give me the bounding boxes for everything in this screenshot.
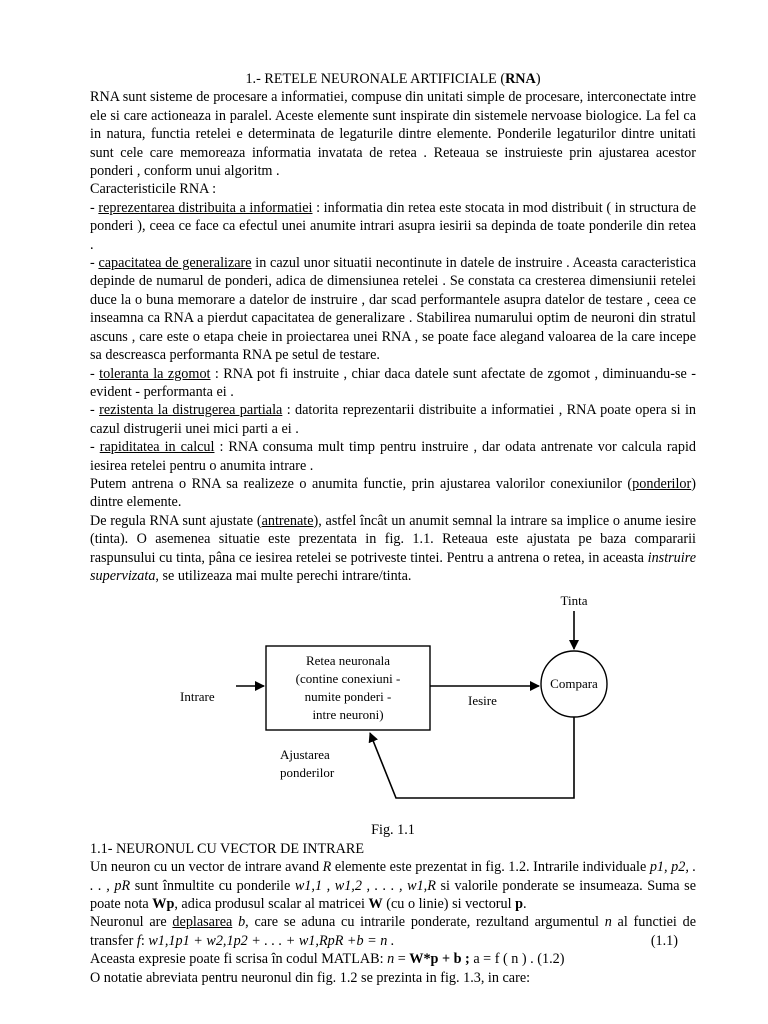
figure-caption: Fig. 1.1	[371, 822, 415, 839]
neuron-paragraph-2: Neuronul are deplasarea b, care se aduna cu intrarile ponderate, rezultand argumentul n al functiei de transfer f: w1,1p1 + w2,1p2 + . . . + w1,RpR +b = n . (1.1)	[90, 914, 697, 949]
training-paragraph-1: Putem antrena o RNA sa realizeze o anumita functie, prin ajustarea valorilor conexiunilor (ponderilor) dintre elemente.	[90, 475, 696, 511]
intro-paragraph: RNA sunt sisteme de procesare a informatiei, compuse din unitati simple de procesare, interconectate intre ele si care actioneaza in paralel. Aceste elemente sunt inspirate din sistemele nervoase biologice. La fel ca in natura, functia retelei e determinata de legaturile dintre elemente. Ponderile legaturilor dintre unitati sunt cele care memoreaza informatia invatata de retea . Reteaua se instruieste prin ajustarea acestor ponderi , conform unui algoritm .	[90, 89, 696, 180]
characteristic-item: - capacitatea de generalizare in cazul unor situatii necontinute in datele de instruire . Aceasta caracteristica depinde de numarul de ponderi, adica de dimensiunea retelei . Se constata ca cresterea dimensiunii retelei duce la o buna memorare a datelor de instruire , dar scad performantele asupra datelor de testare , ceea ce inseamna ca RNA a pierdut capacitatea de generalizare . Stabilirea numarului optim de neuroni din stratul ascuns , care este o etapa cheie in proiectarea unei RNA , se poate face alegand valoarea de la care incepe sa descreasca performanta RNA pe setul de testare.	[90, 255, 696, 364]
characteristic-item: - toleranta la zgomot : RNA pot fi instruite , chiar daca datele sunt afectate de zgomot , diminuandu-se - evident - performanta ei .	[90, 365, 696, 400]
box-text: numite ponderi -	[304, 689, 392, 705]
box-text: intre neuroni)	[312, 707, 384, 723]
characteristics-heading: Caracteristicile RNA :	[90, 181, 217, 198]
characteristic-item: - rapiditatea in calcul : RNA consuma mult timp pentru instruire , dar odata antrenate vor calcula rapid iesirea retelei pentru o anumita intrare .	[90, 439, 696, 474]
neuron-paragraph-1: Un neuron cu un vector de intrare avand R elemente este prezentat in fig. 1.2. Intrarile individuale p1, p2, . . . , pR sunt înmultite cu ponderile w1,1 , w1,2 , . . . , w1,R si valorile ponderate se insumeaza. Suma se poate nota Wp, adica produsul scalar al matricei W (cu o linie) si vectorul p.	[90, 859, 696, 912]
characteristic-item: - rezistenta la distrugerea partiala : datorita reprezentarii distribuite a informatiei , RNA poate opera si in cazul distrugerii unei mici parti a ei .	[90, 402, 696, 437]
matlab-expression: Aceasta expresie poate fi scrisa în codul MATLAB: n = W*p + b ; a = f ( n ) . (1.2)	[90, 951, 565, 968]
page-title: 1.- RETELE NEURONALE ARTIFICIALE (RNA)	[245, 71, 541, 87]
characteristic-item: - reprezentarea distribuita a informatiei : informatia din retea este stocata in mod distribuit ( in structura de ponderi ), ceea ce face ca efectul unei anumite intrari asupra iesirii sa depinda de toate ponderile din retea .	[90, 199, 697, 253]
intrare-label: Intrare	[180, 689, 215, 705]
notation-paragraph: O notatie abreviata pentru neuronul din fig. 1.2 se prezinta in fig. 1.3, in care:	[90, 969, 531, 986]
compara-label: Compara	[550, 676, 598, 692]
iesire-label: Iesire	[468, 693, 497, 709]
neural-network-diagram	[90, 589, 696, 821]
ajustare-label: Ajustarea	[280, 747, 330, 763]
feedback-arrow	[370, 717, 574, 798]
tinta-label: Tinta	[560, 593, 588, 609]
box-text: (contine conexiuni -	[295, 671, 401, 687]
document-page	[90, 70, 696, 987]
box-text: Retea neuronala	[305, 653, 391, 669]
figure-1-1	[90, 589, 696, 821]
section-heading: 1.1- NEURONUL CU VECTOR DE INTRARE	[90, 840, 365, 857]
ajustare-label: ponderilor	[280, 765, 335, 781]
training-paragraph-2: De regula RNA sunt ajustate (antrenate), astfel încât un anumit semnal la intrare sa implice o anume iesire (tinta). O asemenea situatie este prezentata in fig. 1.1. Reteaua este ajustata pe baza compararii raspunsului cu tinta, pâna ce iesirea retelei se potriveste tintei. Pentru a antrena o retea, in aceasta instruire supervizata, se utilizeaza mai multe perechi intrare/tinta.	[90, 512, 696, 584]
